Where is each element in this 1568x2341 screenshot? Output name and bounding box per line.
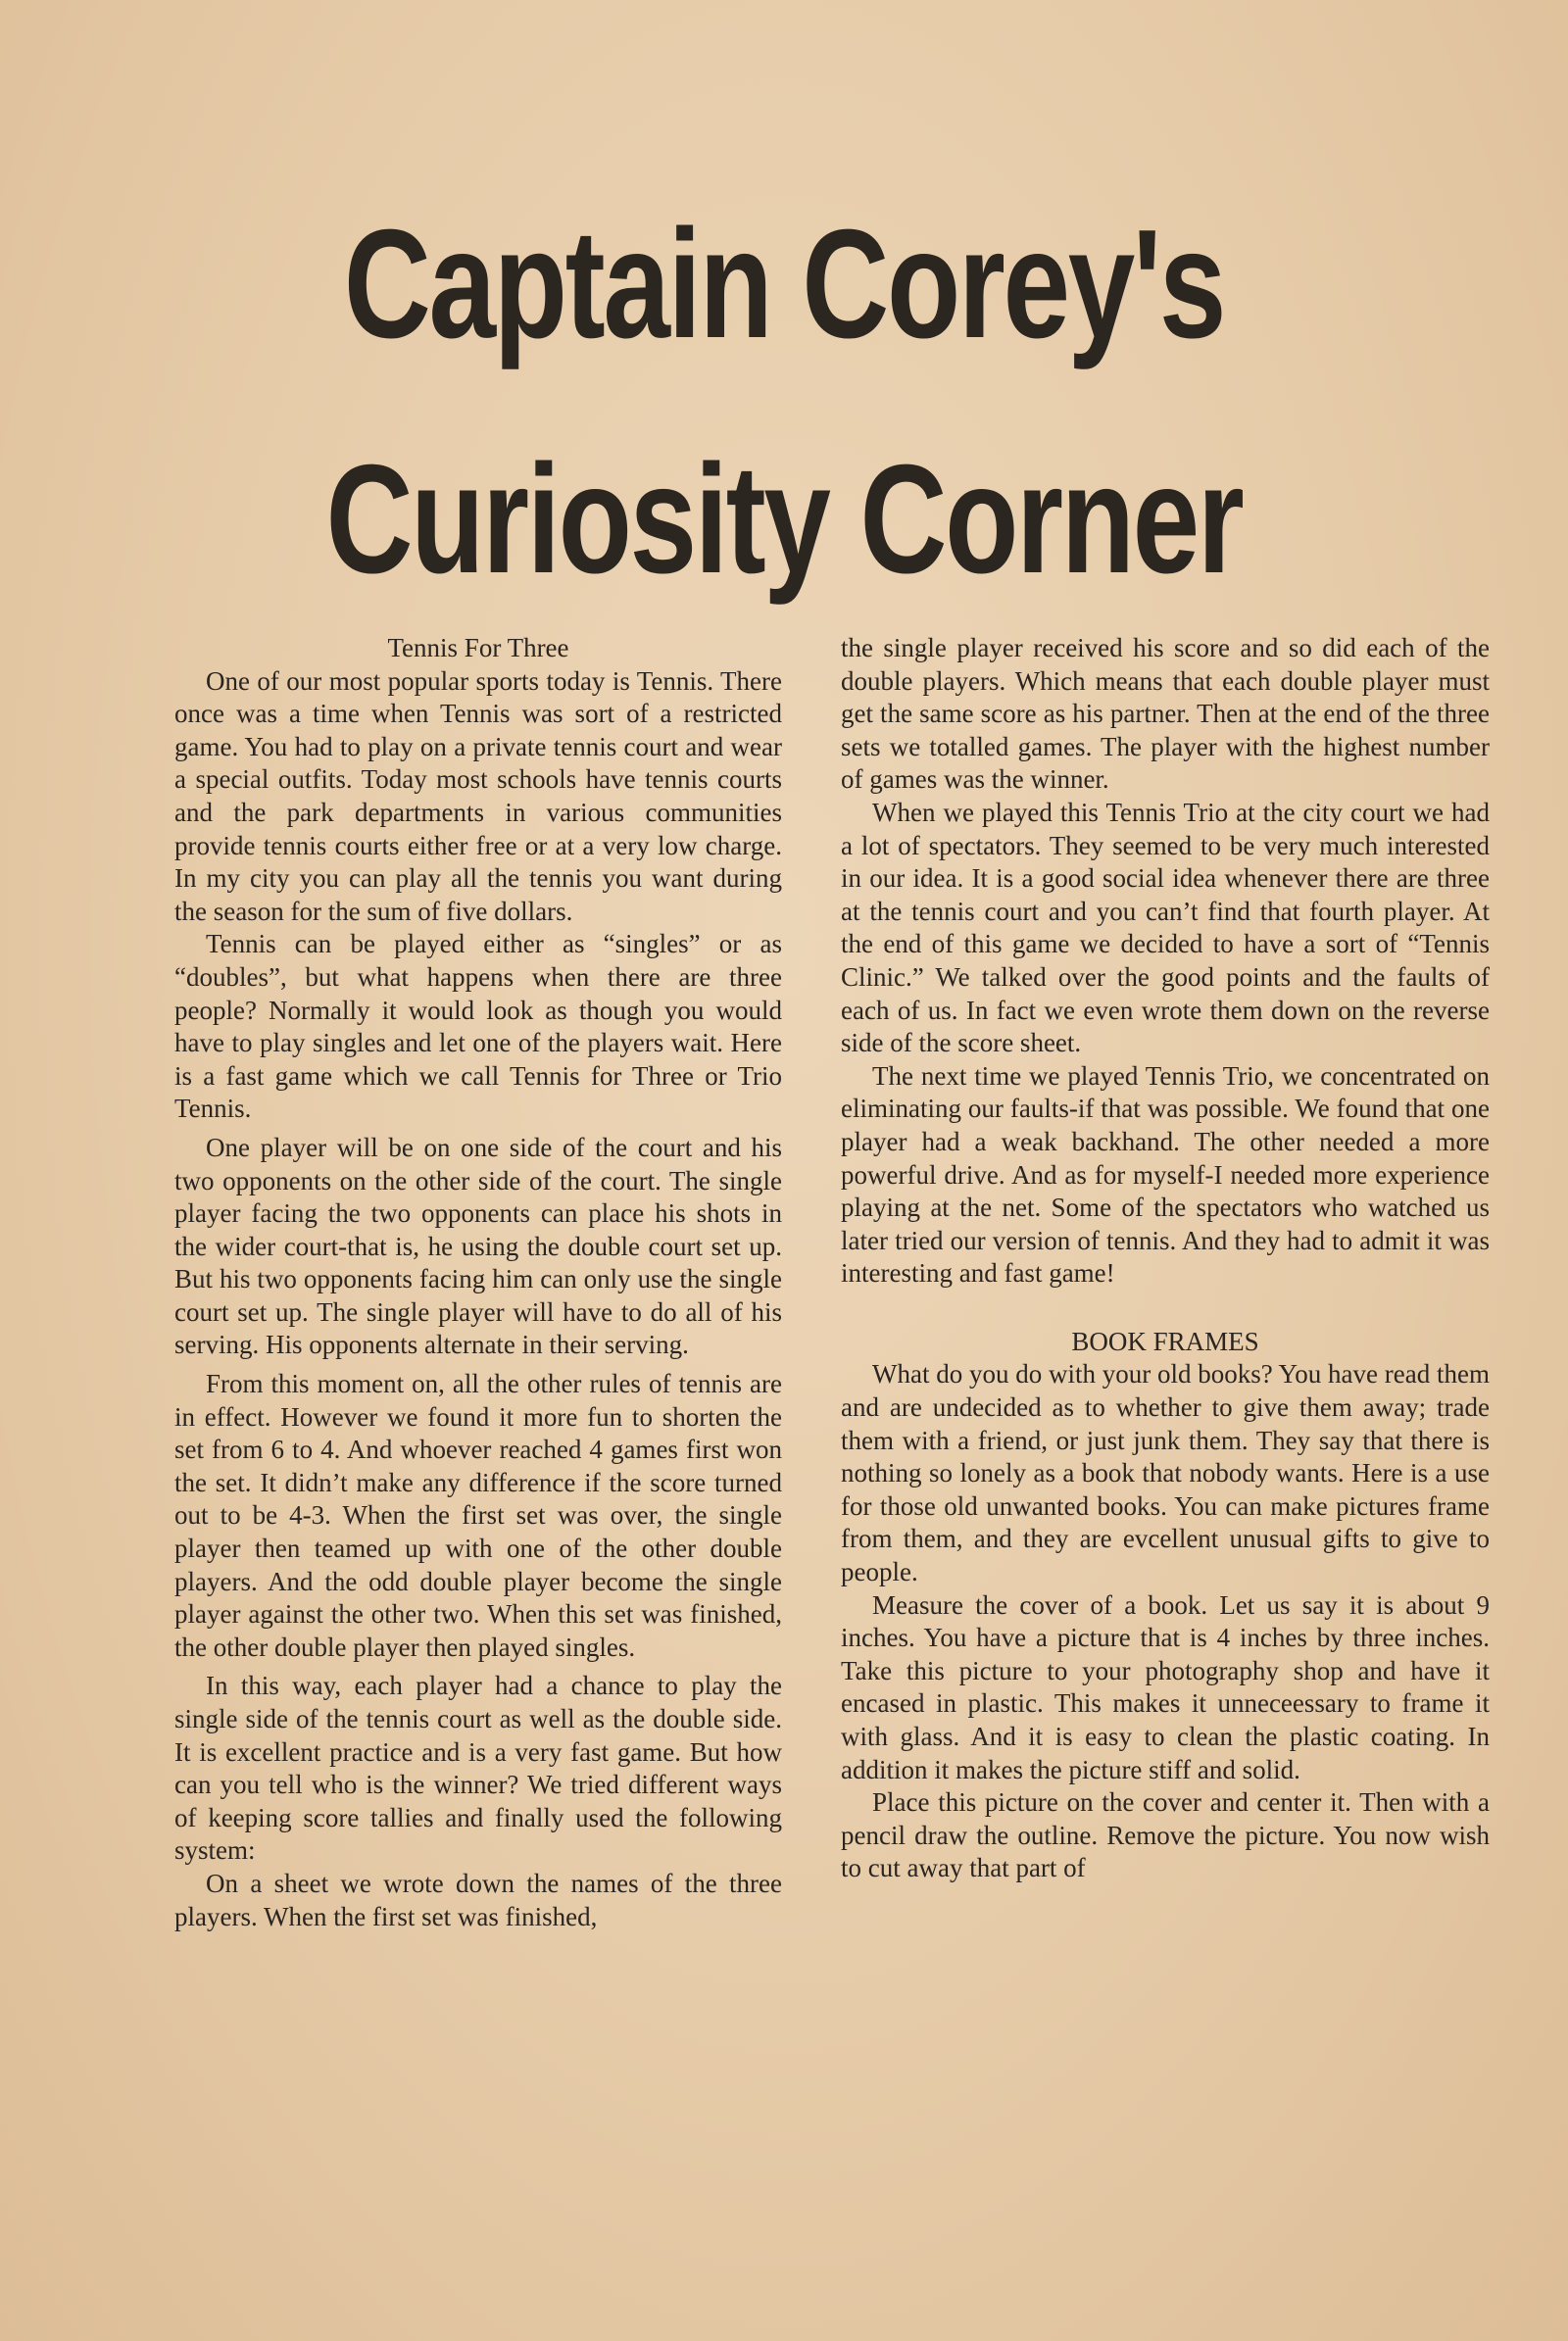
article-heading-tennis: Tennis For Three — [387, 633, 569, 662]
tennis-continued-paragraph: The next time we played Tennis Trio, we concentrated on eliminating our faults-if that was possible. We found that one player had a weak backhand. The other needed a more powerful drive. And as for myself-I needed more experience playing at the net. Some of the spectators who watched us later tried our version of tennis. And they had to admit it was interesting and fast game! — [841, 1060, 1490, 1289]
bookframes-paragraph: Measure the cover of a book. Let us say it is about 9 inches. You have a picture that is 4 inches by three inches. Take this picture to your photography shop and have it encased in plastic. This makes it unneceessary to frame it with glass. And it is easy to clean the plastic coating. In addition it makes the picture stiff and solid. — [841, 1589, 1490, 1784]
tennis-paragraph: One player will be on one side of the court and his two opponents on the other side of the court. The single player facing the two opponents can place his shots in the wider court-that is, he using the double court set up. But his two opponents facing him can only use the single court set up. The single player will have to do all of his serving. His opponents alternate in their serving. — [174, 1132, 782, 1360]
tennis-paragraph: Tennis can be played either as “singles” or as “doubles”, but what happens when there are three people? Normally it would look as though you would have to play singles and let one of the players wait. Here is a fast game which we call Tennis for Three or Trio Tennis. — [174, 929, 782, 1124]
page-title-line-1: Captain Corey's — [343, 198, 1225, 370]
left-column — [174, 632, 782, 1933]
article-heading-book-frames: BOOK FRAMES — [1071, 1326, 1259, 1356]
right-column — [841, 632, 1490, 1885]
tennis-paragraph: From this moment on, all the other rules of tennis are in effect. However we found it more fun to shorten the set from 6 to 4. And whoever reached 4 games first won the set. It didn’t make any difference if the score turned out to be 4-3. When the first set was over, the single player then teamed up with one of the other double players. And the odd double player become the single player against the other two. When this set was finished, the other double player then played singles. — [174, 1369, 782, 1662]
bookframes-paragraph: Place this picture on the cover and center it. Then with a pencil draw the outline. Remove the picture. You now wish to cut away that part of — [841, 1787, 1490, 1883]
tennis-continued-paragraph: the single player received his score and so did each of the double players. Which means that each double player must get the same score as his partner. Then at the end of the three sets we totalled games. The player with the highest number of games was the winner. — [841, 633, 1490, 795]
tennis-paragraph: One of our most popular sports today is Tennis. There once was a time when Tennis was sort of a restricted game. You had to play on a private tennis court and wear a special outfits. Today most schools have tennis courts and the park departments in various communities provide tennis courts either free or at a very low charge. In my city you can play all the tennis you want during the season for the sum of five dollars. — [174, 665, 782, 926]
tennis-paragraph: On a sheet we wrote down the names of the three players. When the first set was finished, — [174, 1868, 782, 1931]
tennis-paragraph: In this way, each player had a chance to play the single side of the tennis court as well as the double side. It is excellent practice and is a very fast game. But how can you tell who is the winner? We tried different ways of keeping score tallies and finally used the following system: — [174, 1671, 782, 1866]
bookframes-paragraph: What do you do with your old books? You have read them and are undecided as to whether to give them away; trade them with a friend, or just junk them. They say that there is nothing so lonely as a book that nobody wants. Here is a use for those old unwanted books. You can make pictures frame from them, and they are evcellent unusual gifts to give to people. — [841, 1359, 1490, 1587]
tennis-continued-paragraph: When we played this Tennis Trio at the city court we had a lot of spectators. They seemed to be very much interested in our idea. It is a good social idea whenever there are three at the tennis court and you can’t find that fourth player. At the end of this game we decided to have a sort of “Tennis Clinic.” We talked over the good points and the faults of each of us. In fact we even wrote them down on the reverse side of the score sheet. — [841, 797, 1490, 1058]
page-title-line-2: Curiosity Corner — [325, 433, 1243, 606]
